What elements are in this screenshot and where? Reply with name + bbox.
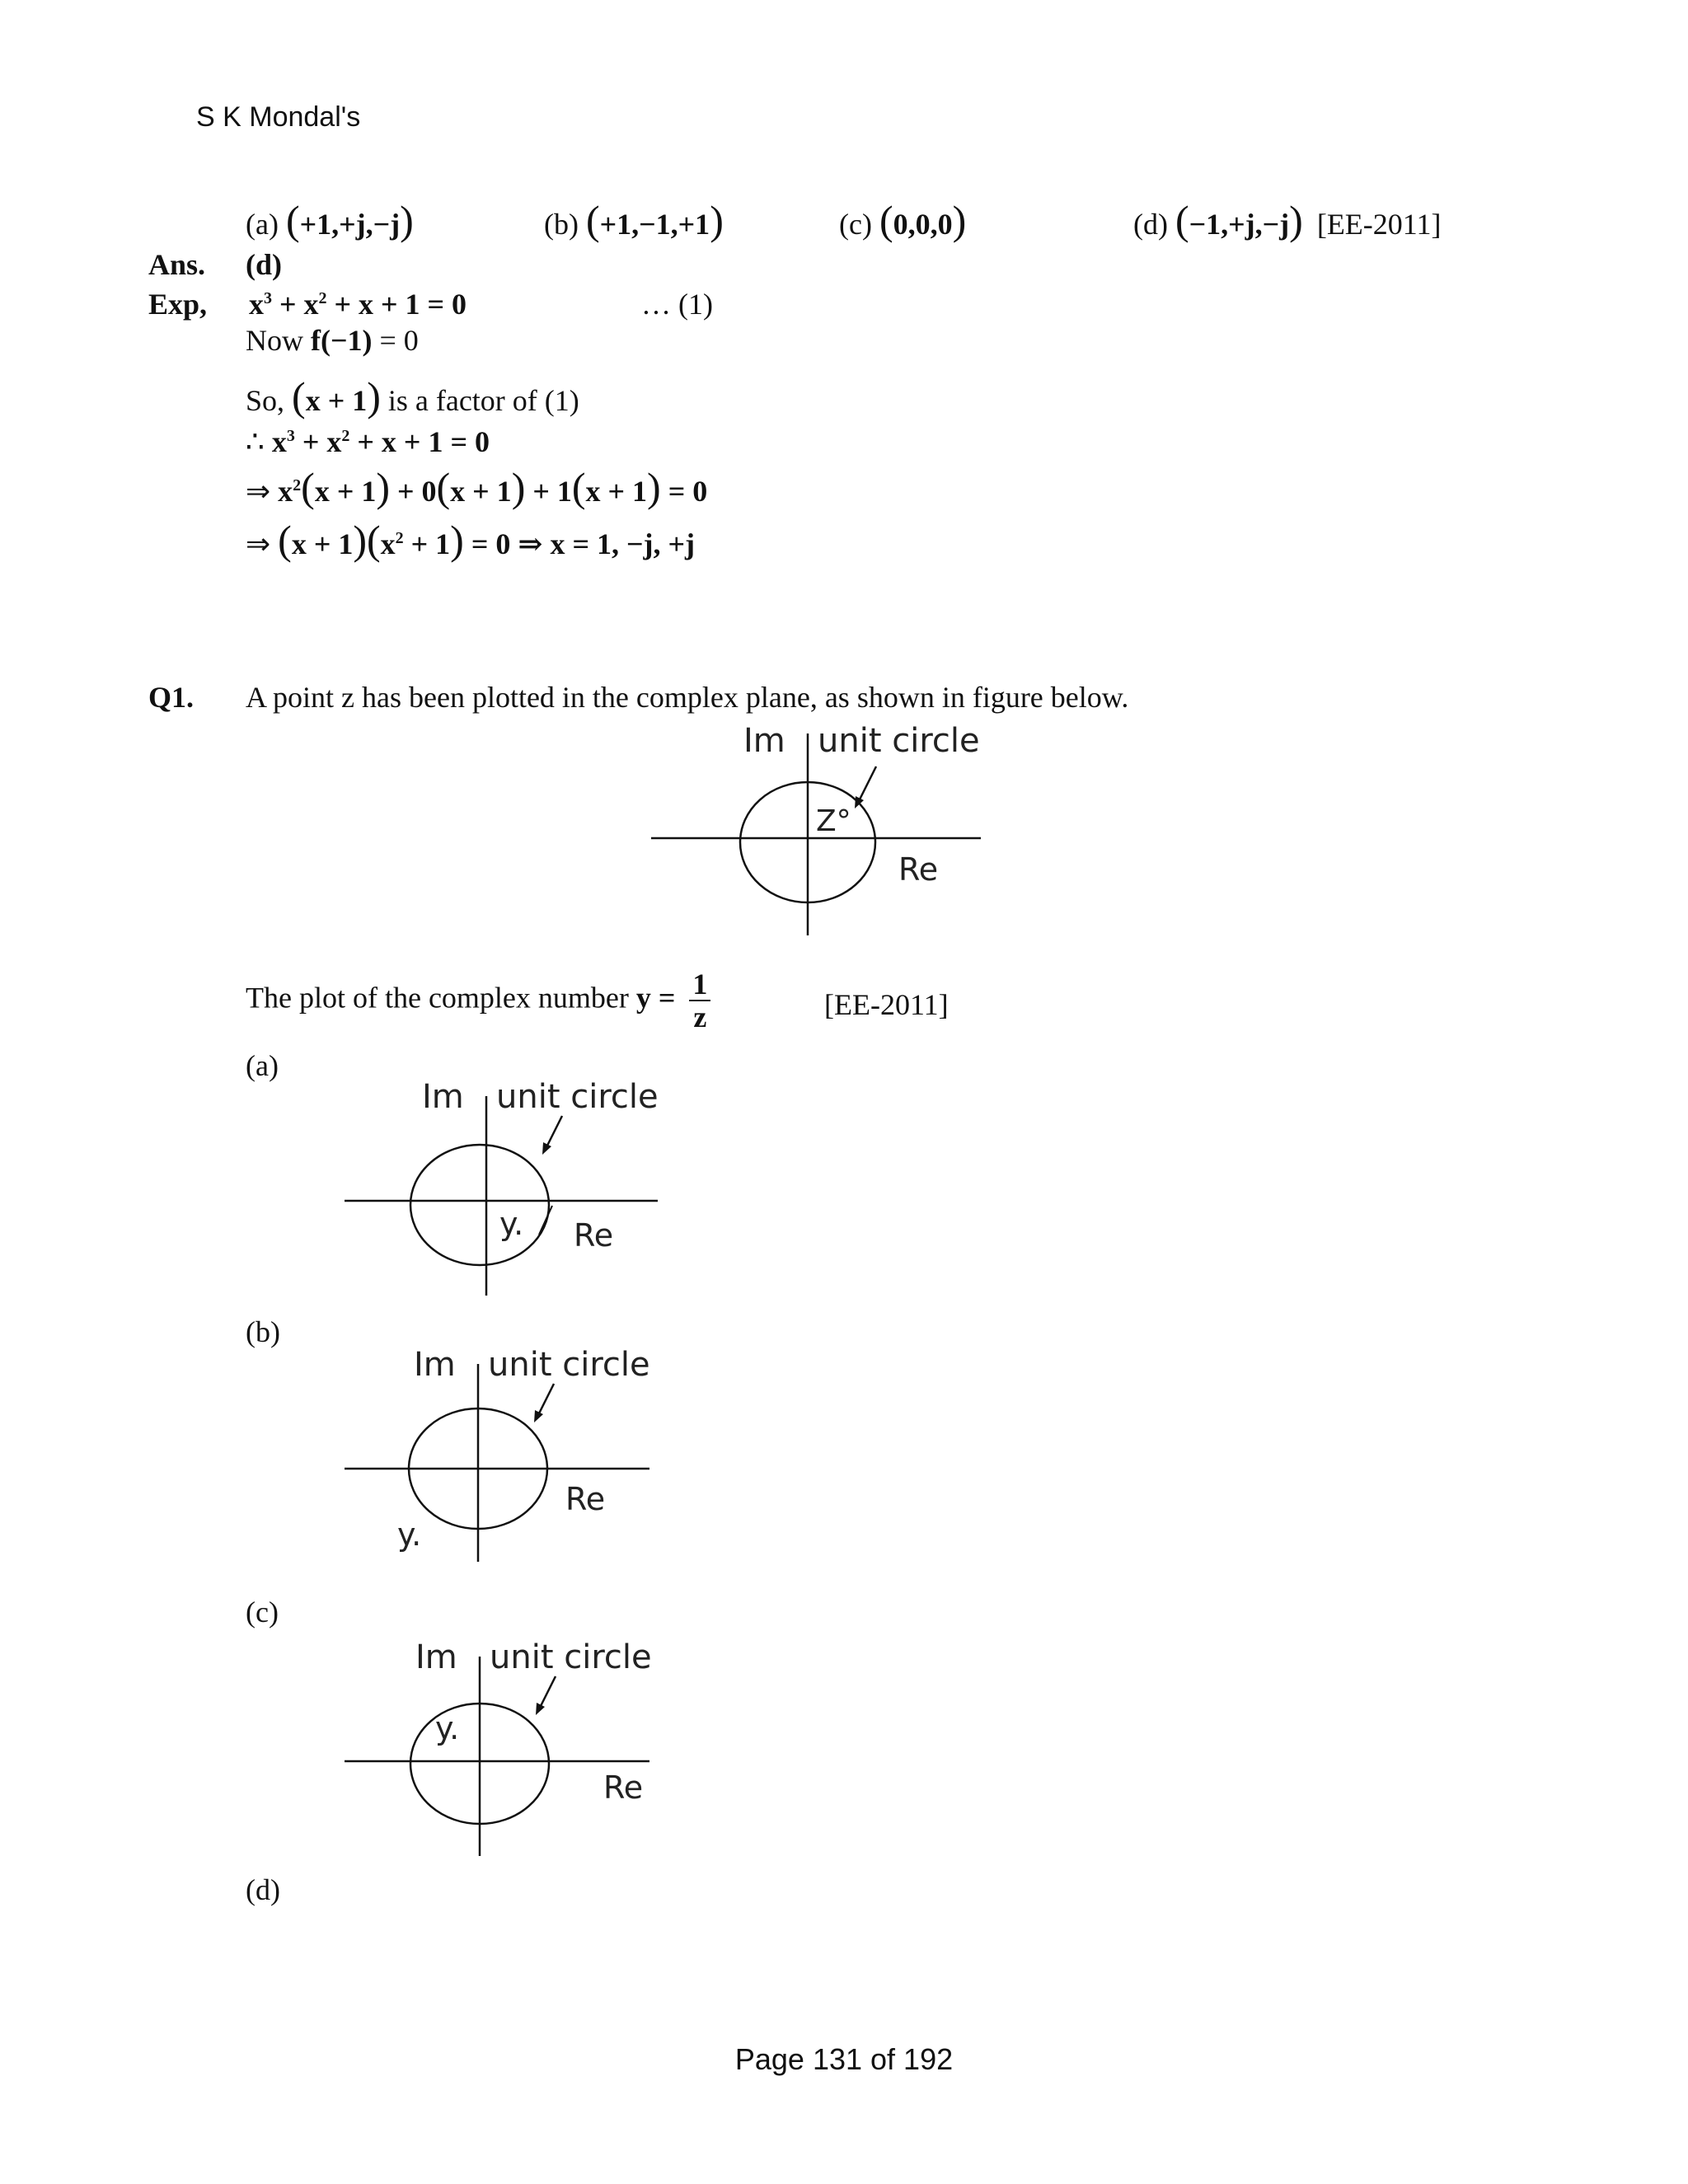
answer-label: Ans. [148,248,206,281]
point-y-label: y. [397,1516,422,1553]
prev-option-c: (c) (0,0,0) [839,197,967,243]
option-value: 0,0,0 [893,208,953,241]
unit-circle-label: unit circle [490,1638,652,1676]
point-y-label: y. [435,1710,460,1746]
exam-tag: [EE-2011] [1316,208,1442,241]
re-label: Re [574,1217,614,1254]
y-equals: y = [635,981,676,1015]
option-label: (b) [544,208,579,241]
re-label: Re [603,1769,644,1806]
factor-line: So, (x + 1) is a factor of (1) [246,373,579,419]
so-word: So, [246,384,285,417]
complex-plane-figure [643,717,1006,940]
point-y-label: y. [499,1206,524,1242]
re-label: Re [565,1481,606,1517]
answer-value: (d) [246,248,282,281]
arrow-line [546,1116,562,1147]
option-a-figure [338,1071,684,1302]
unit-circle-label: unit circle [818,722,980,760]
roots-result: ⇒ x = 1, −j, +j [518,527,696,560]
prev-option-d: (d) (−1,+j,−j) [EE-2011] [1133,197,1442,243]
fraction-numerator: 1 [689,968,710,1001]
arrow-head [536,1703,545,1715]
option-c-figure [338,1632,684,1863]
im-label: Im [415,1638,457,1676]
prev-option-a: (a) (+1,+j,−j) [246,197,414,243]
arrow-head [534,1410,543,1422]
function-eval: f(−1) [311,324,373,357]
equation-1: $x^3 + x^2 + x + 1 = 0$ [249,288,467,321]
expansion-line: ⇒ $x^2(x + 1) + 0(x + 1) + 1(x + 1) = 0$ [246,464,708,510]
therefore-symbol: ∴ [246,425,265,459]
unit-circle-label: unit circle [488,1346,650,1384]
explanation-label: Exp, [148,288,208,321]
option-b-label: (b) [246,1315,280,1348]
implies-symbol: ⇒ [246,475,271,509]
factor-expr: x + 1 [305,384,368,417]
option-c-label: (c) [246,1596,279,1629]
option-value: +1,+j,−j [299,208,401,241]
page-header-author: S K Mondal's [196,101,361,133]
implies-symbol: ⇒ [246,527,271,561]
option-label: (c) [839,208,872,241]
re-label: Re [898,851,939,888]
option-label: (d) [1133,208,1168,241]
arrow-line [538,1384,554,1415]
option-label: (a) [246,208,279,241]
fraction [689,968,710,1033]
exam-tag: [EE-2011] [824,988,949,1021]
now-word: Now [246,324,303,357]
unit-circle [410,1145,549,1265]
im-label: Im [743,722,785,760]
question-number: Q1. [148,681,195,714]
question-text: A point z has been plotted in the complex plane, as shown in figure below. [246,681,1129,714]
point-z-label: Z° [816,804,851,838]
roots-line: ⇒ $(x + 1)(x^2 + 1) = 0$ ⇒ x = 1, −j, +j [246,517,696,563]
arrow-head [542,1142,551,1155]
option-value: +1,−1,+1 [599,208,710,241]
prev-option-b: (b) (+1,−1,+1) [544,197,724,243]
option-d-label: (d) [246,1873,280,1906]
unit-circle-label: unit circle [496,1078,659,1116]
therefore-line: ∴ $x^3 + x^2 + x + 1 = 0$ [246,425,490,459]
option-b-figure [338,1339,684,1578]
arrow-line [539,1206,552,1235]
option-a-label: (a) [246,1049,279,1082]
function-value: = 0 [379,324,419,357]
option-value: −1,+j,−j [1189,208,1290,241]
arrow-line [859,766,876,801]
fraction-denominator: z [693,1001,707,1033]
im-label: Im [414,1346,456,1384]
prompt-line [246,968,710,1033]
page-number: Page 131 of 192 [734,2042,954,2076]
arrow-line [540,1676,556,1708]
im-label: Im [422,1078,464,1116]
prompt-text: The plot of the complex number [246,981,629,1015]
now-line [246,323,419,358]
equation-ref: … (1) [641,288,713,321]
factor-text: is a factor of (1) [387,384,579,417]
